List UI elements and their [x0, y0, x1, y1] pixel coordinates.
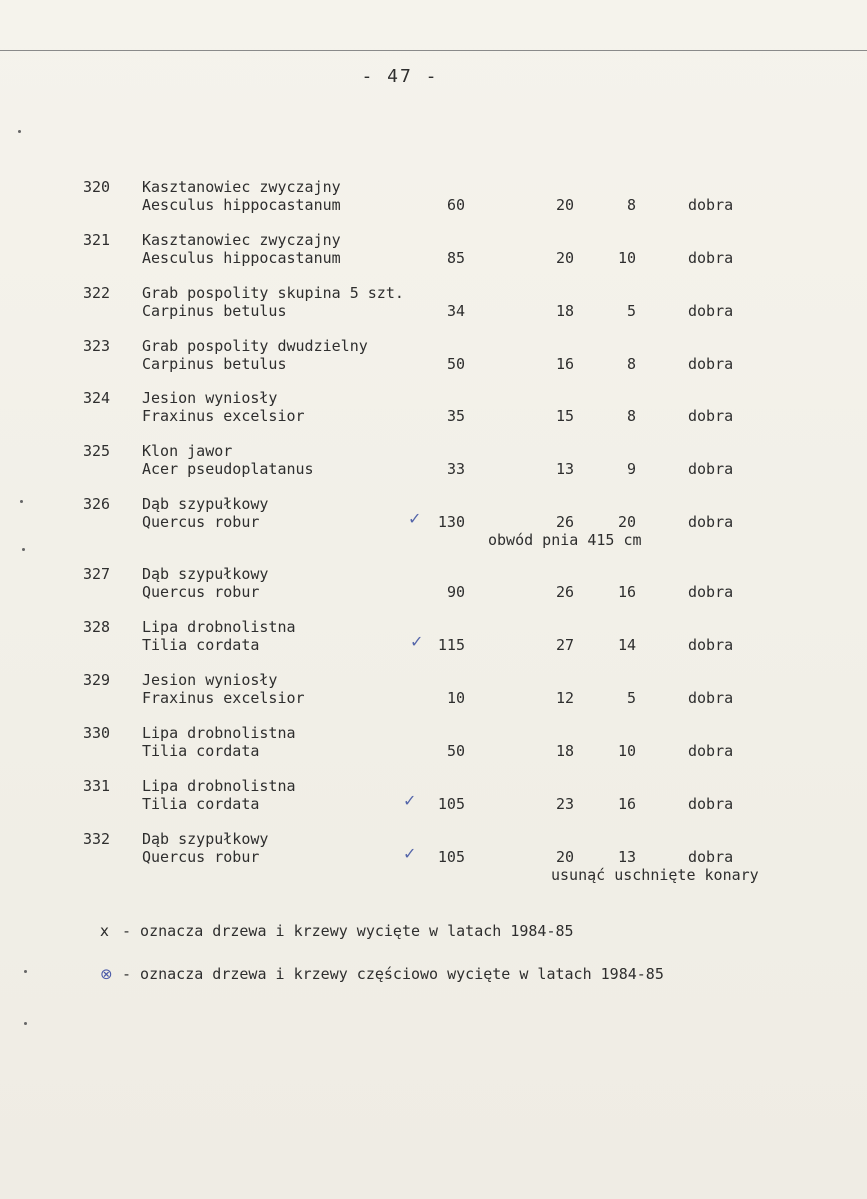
- table-row: [0, 284, 867, 344]
- species-polish: Kasztanowiec zwyczajny: [142, 231, 341, 249]
- table-row: [0, 830, 867, 890]
- crown-diameter: 8: [626, 407, 636, 425]
- height: 27: [555, 636, 574, 654]
- crown-diameter: 13: [617, 848, 636, 866]
- scan-speck: [20, 500, 23, 503]
- circumference: 60: [446, 196, 465, 214]
- species-latin: Carpinus betulus: [142, 355, 287, 373]
- entry-number: 322: [83, 284, 111, 302]
- table-row: [0, 618, 867, 678]
- height: 13: [555, 460, 574, 478]
- crown-diameter: 8: [626, 355, 636, 373]
- circumference: 130: [437, 513, 465, 531]
- condition: dobra: [688, 795, 734, 813]
- height: 18: [555, 302, 574, 320]
- partial-symbol: ⊗: [100, 965, 113, 983]
- legend-cut-text: - oznacza drzewa i krzewy wycięte w latach 1984-85: [122, 922, 574, 940]
- species-latin: Quercus robur: [142, 513, 260, 531]
- entry-number: 329: [83, 671, 111, 689]
- circumference: 50: [446, 742, 465, 760]
- species-polish: Lipa drobnolistna: [142, 777, 296, 795]
- row-note: usunąć uschnięte konary: [551, 866, 759, 884]
- circumference: 34: [446, 302, 465, 320]
- table-row: [0, 724, 867, 784]
- height: 20: [555, 196, 574, 214]
- scan-speck: [24, 970, 27, 973]
- species-latin: Tilia cordata: [142, 636, 260, 654]
- species-polish: Lipa drobnolistna: [142, 618, 296, 636]
- crown-diameter: 5: [626, 689, 636, 707]
- height: 20: [555, 249, 574, 267]
- species-polish: Klon jawor: [142, 442, 233, 460]
- entry-number: 324: [83, 389, 111, 407]
- height: 26: [555, 583, 574, 601]
- circumference: 105: [437, 848, 465, 866]
- crown-diameter: 10: [617, 249, 636, 267]
- crown-diameter: 16: [617, 583, 636, 601]
- circumference: 33: [446, 460, 465, 478]
- height: 16: [555, 355, 574, 373]
- height: 23: [555, 795, 574, 813]
- scan-speck: [22, 548, 25, 551]
- circumference: 105: [437, 795, 465, 813]
- condition: dobra: [688, 407, 734, 425]
- height: 18: [555, 742, 574, 760]
- species-latin: Quercus robur: [142, 583, 260, 601]
- table-row: [0, 565, 867, 625]
- height: 12: [555, 689, 574, 707]
- entry-number: 323: [83, 337, 111, 355]
- entry-number: 331: [83, 777, 111, 795]
- species-polish: Lipa drobnolistna: [142, 724, 296, 742]
- checkmark-icon: ✓: [403, 791, 417, 810]
- entry-number: 326: [83, 495, 111, 513]
- condition: dobra: [688, 249, 734, 267]
- cut-symbol: x: [100, 922, 109, 940]
- crown-diameter: 20: [617, 513, 636, 531]
- circumference: 50: [446, 355, 465, 373]
- crown-diameter: 16: [617, 795, 636, 813]
- species-latin: Quercus robur: [142, 848, 260, 866]
- crown-diameter: 10: [617, 742, 636, 760]
- condition: dobra: [688, 355, 734, 373]
- legend-partial-text: - oznacza drzewa i krzewy częściowo wycięte w latach 1984-85: [122, 965, 664, 983]
- condition: dobra: [688, 302, 734, 320]
- species-polish: Dąb szypułkowy: [142, 830, 269, 848]
- species-polish: Kasztanowiec zwyczajny: [142, 178, 341, 196]
- species-polish: Dąb szypułkowy: [142, 565, 269, 583]
- crown-diameter: 14: [617, 636, 636, 654]
- scan-speck: [24, 1022, 27, 1025]
- circumference: 10: [446, 689, 465, 707]
- species-polish: Grab pospolity skupina 5 szt.: [142, 284, 404, 302]
- condition: dobra: [688, 583, 734, 601]
- circumference: 35: [446, 407, 465, 425]
- entry-number: 332: [83, 830, 111, 848]
- condition: dobra: [688, 196, 734, 214]
- entry-number: 325: [83, 442, 111, 460]
- species-polish: Jesion wyniosły: [142, 671, 278, 689]
- species-latin: Fraxinus excelsior: [142, 689, 305, 707]
- species-latin: Aesculus hippocastanum: [142, 249, 341, 267]
- species-latin: Tilia cordata: [142, 742, 260, 760]
- condition: dobra: [688, 636, 734, 654]
- entry-number: 330: [83, 724, 111, 742]
- condition: dobra: [688, 848, 734, 866]
- table-row: [0, 495, 867, 555]
- top-rule: [0, 50, 867, 51]
- species-latin: Acer pseudoplatanus: [142, 460, 314, 478]
- species-polish: Dąb szypułkowy: [142, 495, 269, 513]
- row-note: obwód pnia 415 cm: [488, 531, 642, 549]
- height: 26: [555, 513, 574, 531]
- species-polish: Jesion wyniosły: [142, 389, 278, 407]
- crown-diameter: 5: [626, 302, 636, 320]
- circumference: 85: [446, 249, 465, 267]
- page-number: - 47 -: [361, 66, 439, 87]
- table-row: [0, 777, 867, 837]
- scan-speck: [18, 130, 21, 133]
- table-row: [0, 389, 867, 449]
- entry-number: 321: [83, 231, 111, 249]
- circumference: 90: [446, 583, 465, 601]
- table-row: [0, 337, 867, 397]
- entry-number: 328: [83, 618, 111, 636]
- condition: dobra: [688, 742, 734, 760]
- species-latin: Fraxinus excelsior: [142, 407, 305, 425]
- species-latin: Aesculus hippocastanum: [142, 196, 341, 214]
- entry-number: 327: [83, 565, 111, 583]
- species-latin: Carpinus betulus: [142, 302, 287, 320]
- species-polish: Grab pospolity dwudzielny: [142, 337, 368, 355]
- legend-partial: [100, 965, 664, 983]
- table-row: [0, 671, 867, 731]
- species-latin: Tilia cordata: [142, 795, 260, 813]
- crown-diameter: 8: [626, 196, 636, 214]
- height: 20: [555, 848, 574, 866]
- condition: dobra: [688, 460, 734, 478]
- checkmark-icon: ✓: [403, 844, 417, 863]
- condition: dobra: [688, 513, 734, 531]
- entry-number: 320: [83, 178, 111, 196]
- table-row: [0, 231, 867, 291]
- circumference: 115: [437, 636, 465, 654]
- height: 15: [555, 407, 574, 425]
- checkmark-icon: ✓: [410, 632, 424, 651]
- table-row: [0, 178, 867, 238]
- condition: dobra: [688, 689, 734, 707]
- table-row: [0, 442, 867, 502]
- legend-cut: [100, 922, 574, 940]
- checkmark-icon: ✓: [408, 509, 422, 528]
- crown-diameter: 9: [626, 460, 636, 478]
